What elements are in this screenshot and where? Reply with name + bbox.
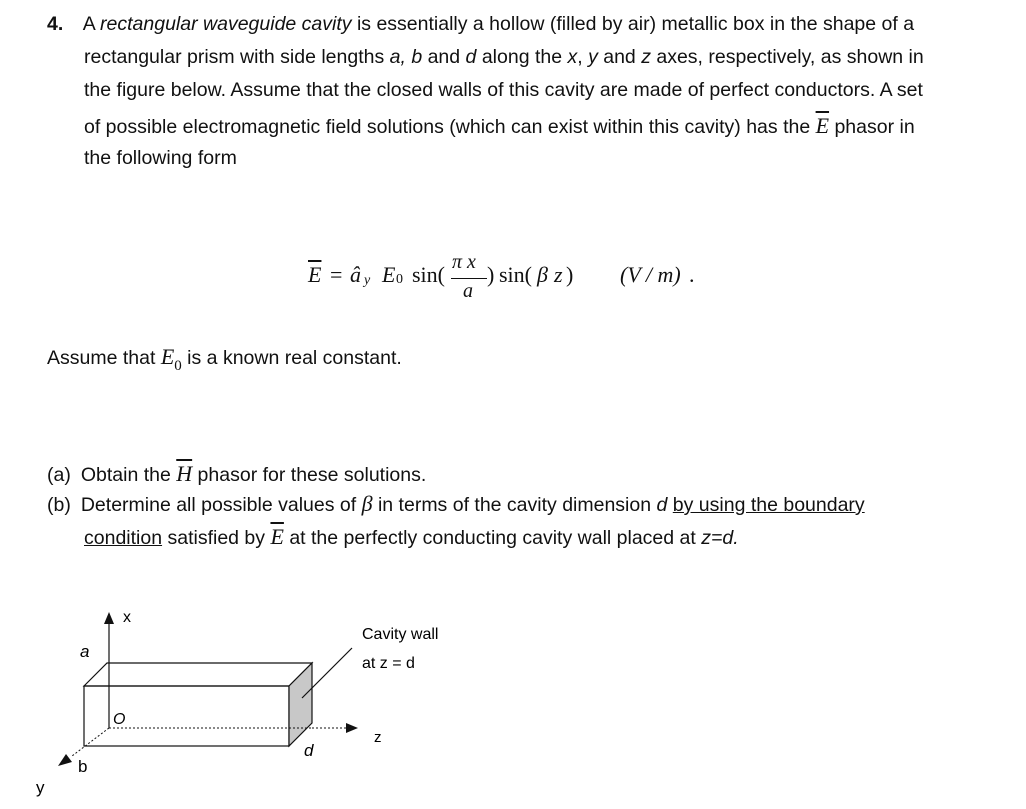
x-axis-arrow: [104, 612, 114, 624]
statement-line-1: 4. A rectangular waveguide cavity is essentially a hollow (filled by air) metallic box in the shape of a: [47, 13, 915, 35]
statement-line-5: the following form: [84, 147, 237, 169]
origin-label: O: [113, 711, 126, 728]
statement-line-2: rectangular prism with side lengths a, b and d along the x, y and z axes, respectively, as shown in: [84, 46, 924, 68]
cavity-figure: [0, 590, 520, 809]
cavity-wall-label-2: at z = d: [362, 655, 415, 672]
eq-denominator: a: [463, 280, 473, 302]
y-axis: [72, 728, 109, 756]
statement-line-4: of possible electromagnetic field solutions (which can exist within this cavity) has the $\overline{E}$ phasor in: [84, 113, 915, 138]
b-label: b: [78, 757, 88, 776]
part-b-line-1: (b) Determine all possible values of β in terms of the cavity dimension d by using the boundary: [47, 491, 865, 516]
y-axis-arrow: [58, 754, 72, 766]
eq-lhs: $\overline{E}$: [308, 262, 322, 287]
z-axis-arrow: [346, 723, 358, 733]
part-b-line-2: condition satisfied by $\overline{E}$ at the perfectly conducting cavity wall placed at z=d.: [84, 524, 739, 549]
field-equation: $\overline{E}$ = â y E 0 sin( π x a ) sin( β z ) (V / m) .: [308, 251, 695, 302]
cavity-wall-face: [289, 663, 312, 746]
boundary-condition-link-1: by using the boundary: [672, 494, 865, 516]
assume-line: Assume that $E_0$ is a known real constant.: [47, 344, 402, 374]
a-label: a: [80, 642, 90, 661]
eq-numerator: π x: [452, 251, 476, 273]
eq-units: (V / m): [620, 262, 681, 287]
cavity-wall-label-1: Cavity wall: [362, 626, 439, 643]
z-label: z: [374, 729, 382, 746]
eq-e0: E: [382, 262, 396, 287]
e-vector: $\overline{E}$: [815, 113, 830, 138]
y-label: y: [36, 778, 45, 797]
cavity-term: rectangular waveguide cavity: [100, 13, 352, 35]
d-label: d: [304, 741, 314, 760]
fraction-bar: [451, 278, 487, 279]
question-number: 4.: [47, 13, 64, 35]
part-a: (a) Obtain the $\overline{H}$ phasor for these solutions.: [47, 461, 427, 486]
x-label: x: [123, 609, 131, 626]
statement-line-3: the figure below. Assume that the closed walls of this cavity are made of perfect conductors. A set: [84, 79, 923, 101]
h-vector: $\overline{H}$: [176, 461, 193, 486]
box-top-face: [84, 663, 312, 686]
unit-vector: â: [350, 262, 361, 287]
boundary-condition-link-2: condition: [84, 527, 163, 549]
